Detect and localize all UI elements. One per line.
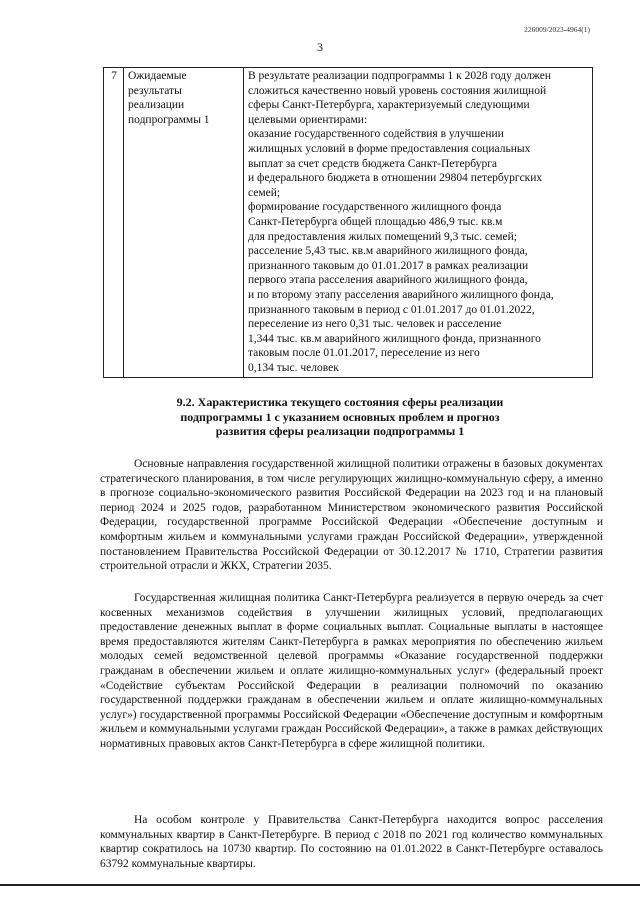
document-id: 226009/2023-4964(1) — [524, 25, 590, 34]
section-title-line: 9.2. Характеристика текущего состояния сферы реализации — [176, 395, 504, 409]
value-line: сферы Санкт-Петербурга, характеризуемый следующими — [248, 99, 530, 112]
value-line: Санкт-Петербурга общей площадью 486,9 тыс. кв.м — [248, 215, 503, 228]
value-line: целевыми ориентирами: — [248, 113, 368, 126]
value-line: для предоставления жилых помещений 9,3 тыс. семей; — [248, 230, 517, 243]
paragraph-policy-directions: Основные направления государственной жилищной политики отражены в базовых документах стратегического планирования, в том числе регулирующих жилищно-коммунальную сферу, а именно в прогнозе социально-экономического развития Российской Федерации на 2023 год и на плановый период 2024 и 2025 годов, разработанном Министерством экономического развития Российской Федерации, государственной программе Российской Федерации «Обеспечение доступным и комфортным жильем и коммунальными услугами граждан Российской Федерации», утвержденной постановлением Правительства Российской Федерации от 30.12.2017 № 1710, Стратегии развития строительной отрасли и ЖКХ, Стратегии 2035. — [100, 458, 603, 573]
value-line: и по второму этапу расселения аварийного жилищного фонда, — [248, 288, 554, 301]
goals-table — [103, 67, 593, 378]
value-line: семей; — [248, 186, 281, 199]
page-number: 3 — [317, 40, 323, 54]
value-line: признанного таковым в период с 01.01.2017 до 01.01.2022, — [248, 303, 535, 316]
value-line: формирование государственного жилищного фонда — [248, 201, 502, 214]
section-title-line: развития сферы реализации подпрограммы 1 — [215, 424, 465, 439]
bottom-divider — [0, 884, 640, 886]
table-row — [104, 68, 593, 378]
value-line: таковым после 01.01.2017, переселение из него — [248, 347, 480, 360]
value-line: расселение 5,43 тыс. кв.м аварийного жилищного фонда, — [248, 245, 528, 258]
row-value-cell — [244, 68, 593, 378]
value-line: сложиться качественно новый уровень состояния жилищной — [248, 84, 547, 97]
section-title — [130, 395, 550, 439]
value-line: первого этапа расселения аварийного жилищного фонда, — [248, 274, 528, 287]
value-line: В результате реализации подпрограммы 1 к 2028 году должен — [248, 70, 552, 82]
value-line: переселение из него 0,31 тыс. человек и расселение — [248, 318, 502, 331]
value-line: оказание государственного содействия в улучшении — [248, 128, 504, 141]
row-number-cell: 7 — [104, 68, 124, 378]
value-line: 0,134 тыс. человек — [248, 361, 339, 374]
paragraph-communal-apartments: На особом контроле у Правительства Санкт-Петербурга находится вопрос расселения коммунальных квартир в Санкт-Петербурге. В период с 2018 по 2021 год количество коммунальных квартир сократилось на 10730 квартир. По состоянию на 01.01.2022 в Санкт-Петербурге оставалось 63792 коммунальные квартиры. — [100, 814, 603, 870]
value-line: 1,344 тыс. кв.м аварийного жилищного фонда, признанного — [248, 332, 541, 345]
value-line: и федерального бюджета в отношении 29804 петербургских — [248, 172, 543, 185]
value-line: жилищных условий в форме предоставления социальных — [248, 142, 531, 155]
row-label-cell: Ожидаемые результаты реализации подпрограммы 1 — [124, 68, 244, 378]
value-line: выплат за счет средств бюджета Санкт-Петербурга — [248, 157, 498, 170]
section-title-line: подпрограммы 1 с указанием основных проблем и прогноз — [180, 409, 500, 424]
value-line: признанного таковым до 01.01.2017 в рамках реализации — [248, 259, 529, 272]
paragraph-housing-policy: Государственная жилищная политика Санкт-Петербурга реализуется в первую очередь за счет косвенных механизмов содействия в улучшении жилищных условий, предполагающих предоставление денежных выплат в форме социальных выплат. Социальные выплаты в настоящее время предоставляются жителям Санкт-Петербурга в рамках мероприятия по обеспечению жильем молодых семей ведомственной целевой программы «Оказание государственной поддержки гражданам в обеспечении жильем и оплате жилищно-коммунальных услуг» (федеральный проект «Содействие субъектам Российской Федерации в реализации полномочий по оказанию государственной поддержки гражданам в обеспечении жильем и оплате жилищно-коммунальных услуг») государственной программы Российской Федерации «Обеспечение доступным и комфортным жильем и коммунальными услугами граждан Российской Федерации», а также в рамках действующих нормативных правовых актов Санкт-Петербурга в сфере жилищной политики. — [100, 592, 603, 750]
